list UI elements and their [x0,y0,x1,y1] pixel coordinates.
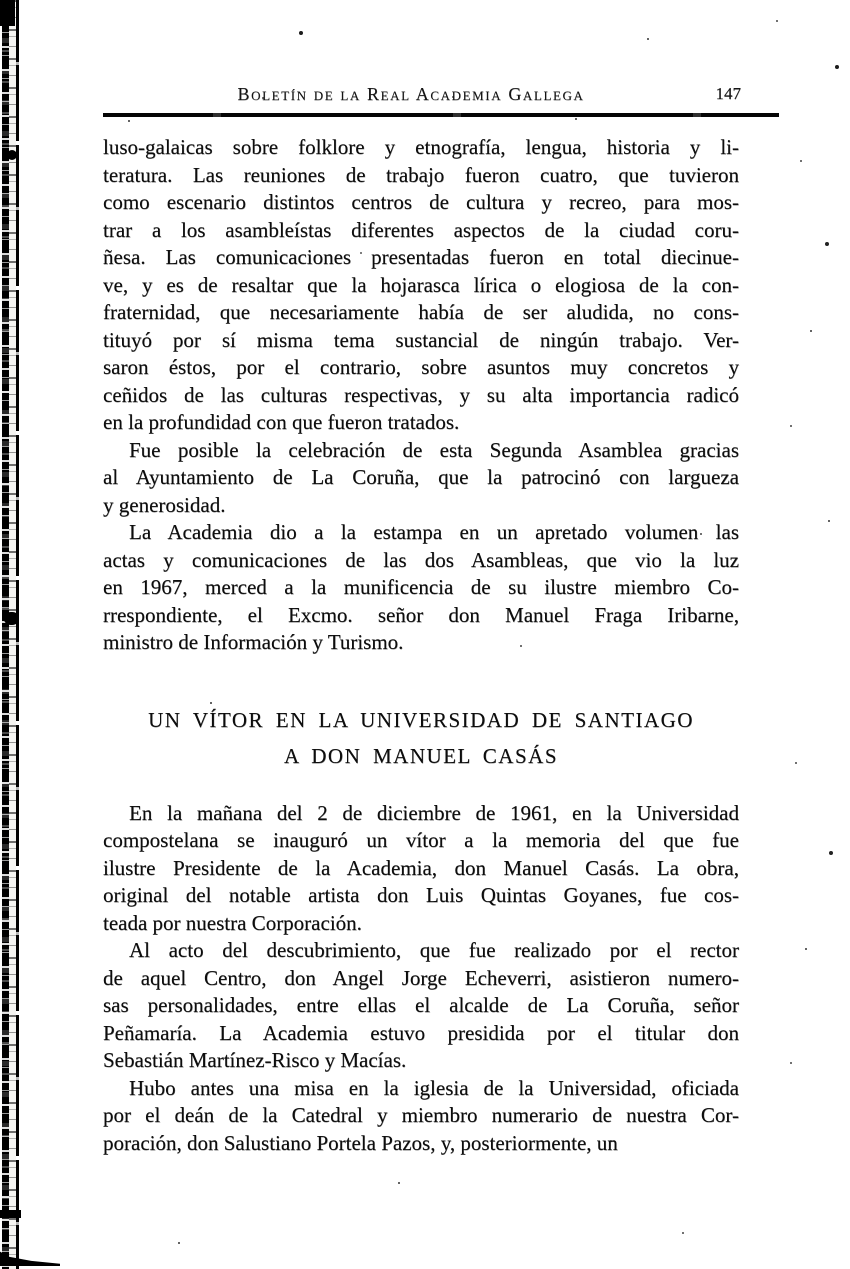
text-line: rrespondiente, el Excmo. señor don Manuel Fraga Iribarne, [103,602,739,627]
text-line: ilustre Presidente de la Academia, don Manuel Casás. La obra, [103,855,739,880]
text-line: tituyó por sí misma tema sustancial de ningún trabajo. Ver- [103,327,739,352]
text-line: teada por nuestra Corporación. [103,910,362,935]
journal-title: Boletín de la Real Academia Gallega [237,84,585,104]
text-line: al Ayuntamiento de La Coruña, que la patrocinó con largueza [103,465,739,489]
text-line: fraternidad, que necesariamente había de ser aludida, no cons- [103,300,739,324]
binding-upper-blob [7,150,17,160]
text-line: y generosidad. [103,492,226,517]
paragraph [103,437,739,520]
header-row [103,84,779,110]
text-line: original del notable artista don Luis Quintas Goyanes, fue cos- [103,883,739,907]
book-binding-artifact [0,0,26,1269]
page-header [103,84,779,117]
binding-crossbar-blob [0,1210,21,1218]
text-line: en 1967, merced a la munificencia de su ilustre miembro Co- [103,575,739,599]
text-line: Peñamaría. La Academia estuvo presidida por el titular don [103,1020,739,1045]
text-line: teratura. Las reuniones de trabajo fueron cuatro, que tuvieron [103,162,739,187]
text-line: saron éstos, por el contrario, sobre asuntos muy concretos y [103,355,739,379]
binding-top-blob [0,0,15,26]
section-heading [103,702,739,774]
text-line: compostelana se inauguró un vítor a la memoria del que fue [103,828,739,852]
text-line: ceñidos de las culturas respectivas, y su alta importancia radicó [103,382,739,407]
text-line: Sebastián Martínez-Risco y Macías. [103,1048,407,1072]
paragraph [103,519,739,657]
text-line: actas y comunicaciones de las dos Asambleas, que vio la luz [103,547,739,572]
page-number: 147 [715,84,741,103]
page-body [103,134,739,1157]
text-line: ve, y es de resaltar que la hojarasca lírica o elogiosa de la con- [103,272,739,297]
text-line: Hubo antes una misa en la iglesia de la Universidad, oficiada [129,1075,739,1100]
text-line: luso-galaicas sobre folklore y etnografía, lengua, historia y li- [103,135,739,159]
text-line: de aquel Centro, don Angel Jorge Echeverri, asistieron numero- [103,965,739,990]
scan-noise-dots [0,0,2,2]
section-heading-line-2: A DON MANUEL CASÁS [284,743,558,768]
header-rule [103,113,779,117]
text-line: como escenario distintos centros de cultura y recreo, para mos- [103,190,739,214]
text-line: Fue posible la celebración de esta Segunda Asamblea gracias [129,437,739,462]
section-heading-line-1: UN VÍTOR EN LA UNIVERSIDAD DE SANTIAGO [148,707,694,732]
text-line: trar a los asambleístas diferentes aspectos de la ciudad coru- [103,217,739,242]
text-line: sas personalidades, entre ellas el alcalde de La Coruña, señor [103,993,739,1017]
binding-dark-line [16,0,19,1269]
paragraph [103,937,739,1075]
paragraph [103,800,739,938]
text-line: en la profundidad con que fueron tratados. [103,410,460,434]
text-line: por el deán de la Catedral y miembro numerario de nuestra Cor- [103,1103,739,1127]
binding-speckle-band [2,0,9,1269]
binding-mid-blob [4,612,19,625]
paragraph-continuation [103,134,739,437]
text-line: ministro de Información y Turismo. [103,630,404,654]
text-line: ñesa. Las comunicaciones presentadas fueron en total diecinue- [103,245,739,269]
text-line: La Academia dio a la estampa en un apretado volumen las [129,520,739,544]
text-line: poración, don Salustiano Portela Pazos, y, posteriormente, un [103,1130,618,1155]
paragraph [103,1075,739,1158]
text-line: En la mañana del 2 de diciembre de 1961, en la Universidad [129,800,739,825]
binding-white-core [9,0,16,1269]
text-line: Al acto del descubrimiento, que fue realizado por el rector [129,938,739,962]
